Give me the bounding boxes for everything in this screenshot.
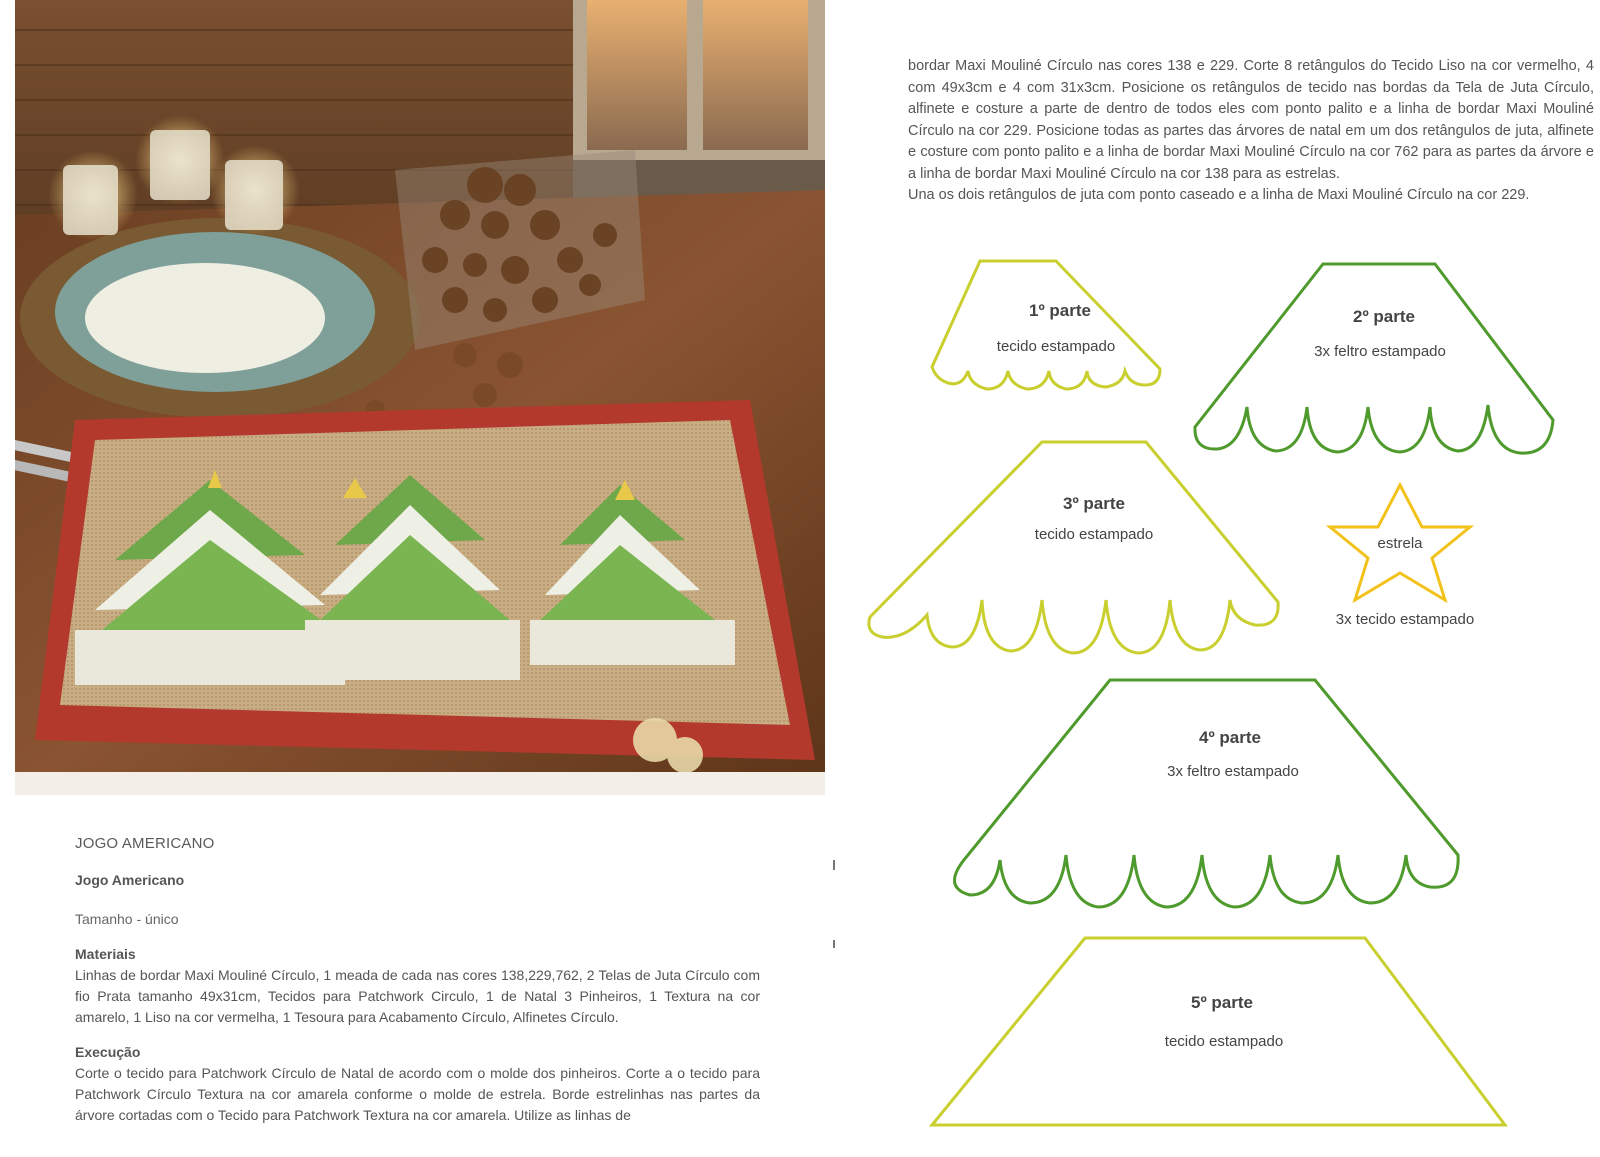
pattern-templates: [860, 255, 1600, 1157]
part-3-material: tecido estampado: [1034, 526, 1154, 543]
scan-mark: [833, 940, 835, 948]
execution-text: Corte o tecido para Patchwork Círculo de Natal de acordo com o molde dos pinheiros. Corte a o tecido para Patchwork Círculo Textura na cor amarela conforme o molde de estrela. Borde estrelinhas nas partes da árvore cortadas com o Tecido para Patchwork Textura na cor amarela. Utilize as linhas de: [75, 1065, 760, 1123]
section-title: JOGO AMERICANO: [75, 835, 215, 852]
materials-heading: Materiais: [75, 946, 136, 962]
instructions-continued: bordar Maxi Mouliné Círculo nas cores 138 e 229. Corte 8 retângulos do Tecido Liso na cor vermelho, 4 com 49x3cm e 4 com 31x3cm. Posicione os retângulos de tecido nas bordas da Tela de Juta Círculo, alfinete e costure a parte de dentro de todos eles com ponto palito e a linha de bordar Maxi Mouliné Círculo na cor 229. Posicione todas as partes das árvores de natal em um dos retângulos de juta, alfinete e costure com ponto palito e a linha de bordar Maxi Mouliné Círculo na cor 762 para as partes da árvore e a linha de bordar Maxi Mouliné Círculo na cor 138 para as estrelas.: [908, 58, 1594, 182]
pattern-part-5-outline: [932, 938, 1505, 1125]
part-5-material: tecido estampado: [1164, 1033, 1284, 1050]
part-2-title: 2º parte: [1353, 307, 1415, 326]
part-4-material: 3x feltro estampado: [1167, 763, 1299, 780]
part-3-title: 3º parte: [1063, 494, 1125, 513]
part-5-title: 5º parte: [1191, 993, 1253, 1012]
scan-mark: [833, 860, 835, 870]
execution-heading: Execução: [75, 1044, 141, 1060]
part-1-material: tecido estampado: [996, 338, 1116, 355]
placemat-photo-illustration: [15, 0, 825, 795]
pattern-shapes: [860, 255, 1600, 1157]
instructions-right-column: [908, 56, 1594, 207]
part-4-title: 4º parte: [1199, 728, 1261, 747]
part-1-title: 1º parte: [1029, 301, 1091, 320]
star-title: estrela: [1377, 535, 1423, 552]
project-title: Jogo Americano: [75, 872, 185, 888]
star-material: 3x tecido estampado: [1335, 611, 1475, 628]
materials-text: Linhas de bordar Maxi Mouliné Círculo, 1 meada de cada nas cores 138,229,762, 2 Telas de Juta Círculo com fio Prata tamanho 49x31cm, Tecidos para Patchwork Circulo, 1 de Natal 3 Pinheiros, 1 Textura na cor amarelo, 1 Liso na cor vermelha, 1 Tesoura para Acabamento Círculo, Alfinetes Círculo.: [75, 967, 760, 1025]
instructions-final: Una os dois retângulos de juta com ponto caseado e a linha de Maxi Mouliné Círculo na cor 229.: [908, 187, 1530, 203]
placemat-photo: [15, 0, 825, 795]
part-2-material: 3x feltro estampado: [1314, 343, 1446, 360]
pattern-part-1-outline: [932, 261, 1160, 389]
instructions-left-column: [75, 833, 760, 1126]
pattern-part-4-outline: [954, 680, 1458, 907]
pattern-part-3-outline: [869, 442, 1278, 653]
size-info: Tamanho - único: [75, 911, 179, 927]
